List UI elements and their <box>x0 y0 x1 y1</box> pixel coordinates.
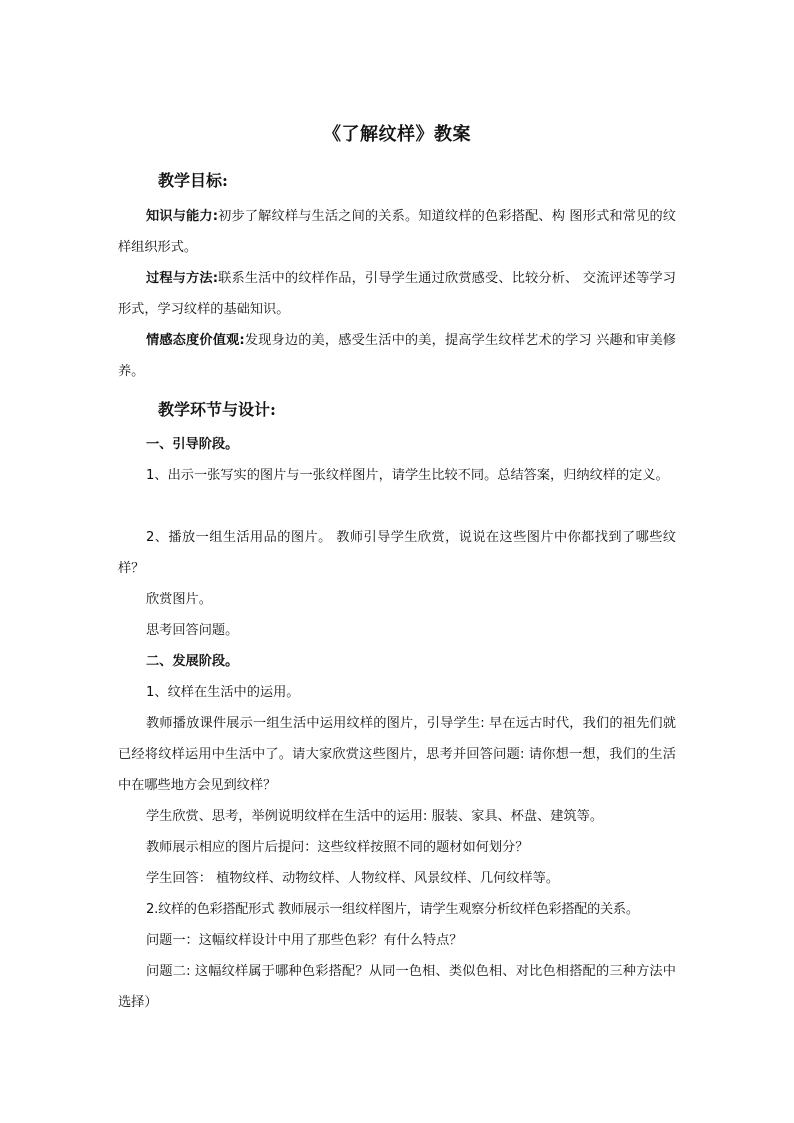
stage2-heading: 二、发展阶段。 <box>146 654 239 669</box>
stage1-item1: 1、出示一张写实的图片与一张纹样图片，请学生比较不同。总结答案，归纳纹样的定义。 <box>146 468 669 483</box>
emotion-paragraph <box>118 325 676 387</box>
stage1-line3: 欣赏图片。 <box>146 592 212 607</box>
stage2-item1: 1、纹样在生活中的运用。 <box>146 685 300 700</box>
stage2-line5: 2.纹样的色彩搭配形式 教师展示一组纹样图片，请学生观察分析纹样色彩搭配的关系。 <box>146 902 639 917</box>
stage1-item2: 2、播放一组生活用品的图片。 教师引导学生欣赏，说说在这些图片中你都找到了哪些纹样？ <box>118 530 676 576</box>
emotion-label: 情感态度价值观: <box>146 333 245 348</box>
stage2-paragraph1: 教师播放课件展示一组生活中运用纹样的图片，引导学生: 早在远古时代，我们的祖先们就已经将纹样运用中生活中了。请大家欣赏这些图片，思考并回答问题: 请你想一想，我们的生活中在哪些地方会见到纹样？ <box>118 716 676 793</box>
knowledge-label: 知识与能力: <box>146 209 218 224</box>
process-label: 过程与方法: <box>146 271 218 286</box>
objectives-heading: 教学目标: <box>158 171 228 190</box>
process-text: 联系生活中的纹样作品，引导学生通过欣赏感受、比较分析、 交流评述等学习形式，学习纹样的基础知识。 <box>118 271 676 317</box>
process-paragraph <box>118 263 676 325</box>
knowledge-text: 初步了解纹样与生活之间的关系。知道纹样的色彩搭配、构 图形式和常见的纹样组织形式。 <box>118 209 676 255</box>
stage2-line3: 教师展示相应的图片后提问：这些纹样按照不同的题材如何划分？ <box>146 840 529 855</box>
design-heading: 教学环节与设计: <box>158 400 276 419</box>
stage1-heading: 一、引导阶段。 <box>146 437 239 452</box>
stage2-line2: 学生欣赏、思考，举例说明纹样在生活中的运用: 服装、家具、杯盘、建筑等。 <box>146 809 604 824</box>
knowledge-paragraph <box>118 201 676 263</box>
stage2-line6: 问题一：这幅纹样设计中用了那些色彩？有什么特点？ <box>146 933 463 948</box>
emotion-text: 发现身边的美，感受生活中的美，提高学生纹样艺术的学习 兴趣和审美修养。 <box>118 333 676 379</box>
stage2-paragraph2: 问题二: 这幅纹样属于哪种色彩搭配？从同一色相、类似色相、对比色相搭配的三种方法中选择） <box>118 964 676 1010</box>
document-title: 《了解纹样》教案 <box>323 124 471 145</box>
stage1-line4: 思考回答问题。 <box>146 623 239 638</box>
stage2-line4: 学生回答： 植物纹样、动物纹样、人物纹样、风景纹样、几何纹样等。 <box>146 871 560 886</box>
